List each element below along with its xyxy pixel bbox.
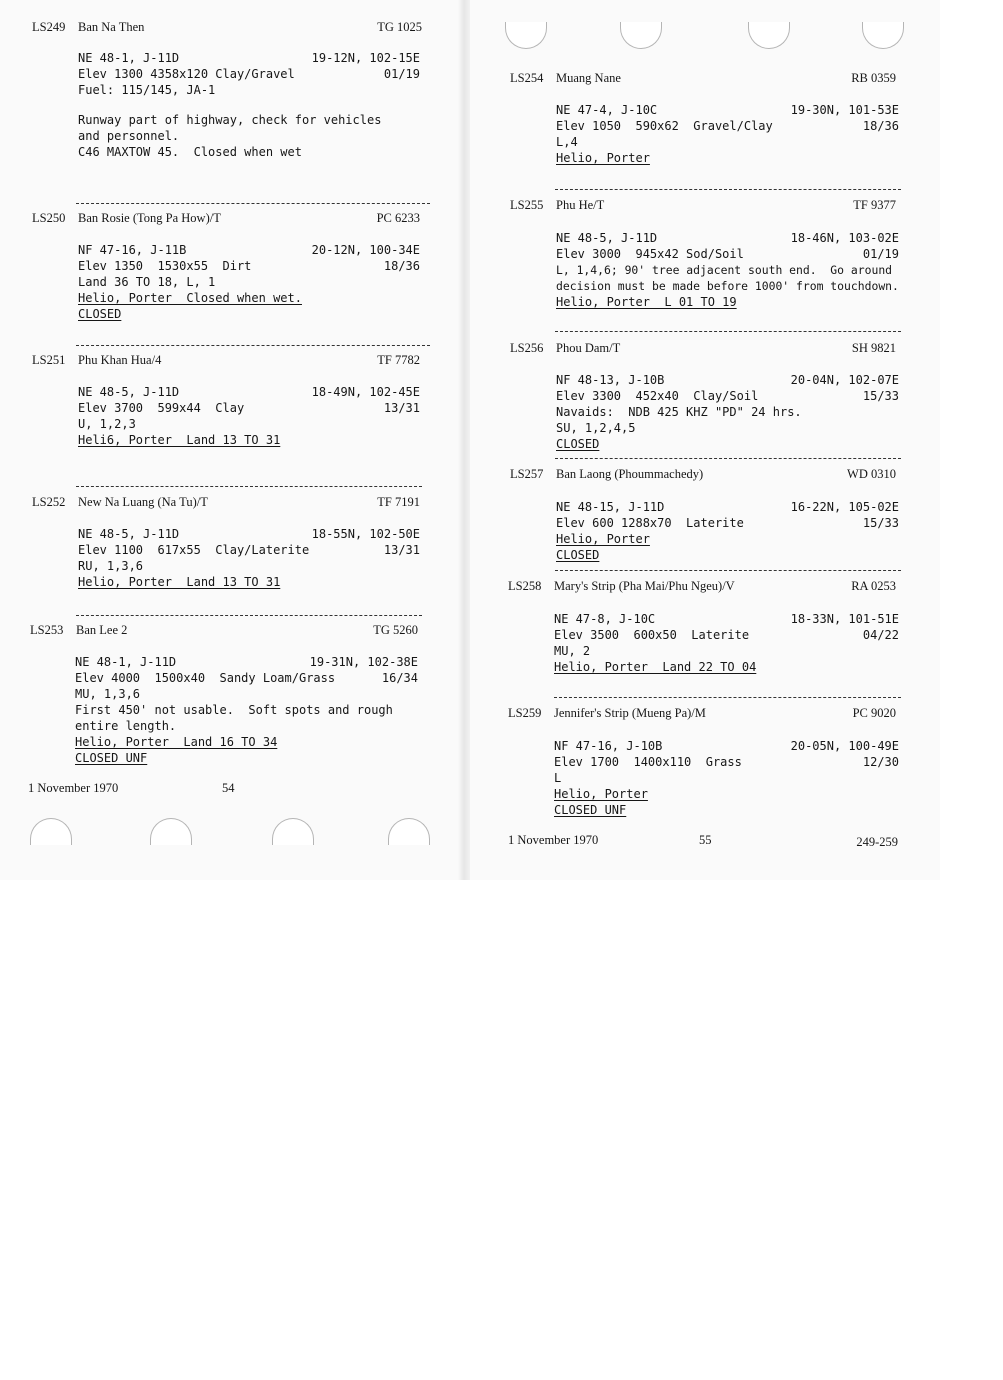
site-name: Muang Nane [556, 71, 621, 85]
site-id: LS249 [32, 20, 66, 34]
entry-header [470, 71, 940, 87]
grid-reference: SH 9821 [851, 341, 896, 355]
entry-header [470, 198, 940, 214]
detail-line: Elev 4000 1500x40 Sandy Loam/Grass [75, 671, 336, 685]
detail-line: Runway part of highway, check for vehicles [78, 113, 382, 127]
detail-line: C46 MAXTOW 45. Closed when wet [78, 145, 302, 159]
coordinates: 18-55N, 102-50E [311, 527, 420, 541]
runway-heading: 04/22 [862, 628, 899, 642]
entry-details [78, 384, 420, 448]
entry-header [470, 706, 940, 722]
separator [76, 203, 430, 204]
detail-line: Elev 3500 600x50 Laterite [554, 628, 750, 642]
coordinates: 18-49N, 102-45E [311, 385, 420, 399]
detail-line: L,4 [556, 135, 578, 149]
aircraft-line: Heli6, Porter Land 13 TO 31 [78, 433, 281, 447]
detail-line: Land 36 TO 18, L, 1 [78, 275, 216, 289]
detail-line: NE 48-5, J-11D [556, 231, 658, 245]
grid-reference: TF 9377 [853, 198, 896, 212]
site-id: LS258 [508, 579, 542, 593]
entry-details [78, 526, 420, 590]
detail-line: Elev 1300 4358x120 Clay/Gravel [78, 67, 295, 81]
runway-heading: 18/36 [383, 259, 420, 273]
grid-reference: TG 1025 [377, 20, 422, 34]
entry-details [556, 102, 899, 166]
detail-line: NE 48-5, J-11D [78, 385, 180, 399]
detail-line: decision must be made before 1000' from touchdown. [556, 279, 899, 293]
status-closed: CLOSED [556, 437, 600, 451]
detail-line: L [554, 771, 562, 785]
site-name: Mary's Strip (Pha Mai/Phu Ngeu)/V [554, 579, 735, 593]
entry-details [556, 499, 899, 563]
coordinates: 20-05N, 100-49E [790, 739, 899, 753]
aircraft-line: Helio, Porter Land 16 TO 34 [75, 735, 278, 749]
entry-header [0, 211, 460, 227]
site-name: Ban Na Then [78, 20, 145, 34]
separator [76, 486, 422, 487]
detail-line: Elev 1700 1400x110 Grass [554, 755, 742, 769]
coordinates: 20-12N, 100-34E [311, 243, 420, 257]
status-closed: CLOSED UNF [554, 803, 627, 817]
entry-header [0, 20, 460, 36]
status-closed: CLOSED [78, 307, 122, 321]
detail-line: Elev 1050 590x62 Gravel/Clay [556, 119, 773, 133]
grid-reference: PC 9020 [852, 706, 896, 720]
left-page [0, 0, 460, 880]
detail-line: NF 48-13, J-10B [556, 373, 665, 387]
detail-line: RU, 1,3,6 [78, 559, 144, 573]
site-id: LS251 [32, 353, 66, 367]
runway-heading: 12/30 [862, 755, 899, 769]
detail-line: NE 48-1, J-11D [75, 655, 177, 669]
right-page [470, 0, 940, 880]
site-id: LS250 [32, 211, 66, 225]
aircraft-line: Helio, Porter Closed when wet. [78, 291, 302, 305]
site-id: LS254 [510, 71, 544, 85]
entry-details [556, 372, 899, 452]
detail-line: L, 1,4,6; 90' tree adjacent south end. Go around [556, 263, 893, 277]
detail-line: Elev 1100 617x55 Clay/Laterite [78, 543, 310, 557]
site-name: Ban Rosie (Tong Pa How)/T [78, 211, 221, 225]
detail-line: NE 48-1, J-11D [78, 51, 180, 65]
detail-line: Elev 3000 945x42 Sod/Soil [556, 247, 744, 261]
aircraft-line: Helio, Porter [556, 151, 650, 165]
detail-line: NE 47-8, J-10C [554, 612, 656, 626]
aircraft-line: Helio, Porter Land 22 TO 04 [554, 660, 757, 674]
detail-line: Elev 3300 452x40 Clay/Soil [556, 389, 759, 403]
detail-line: NE 47-4, J-10C [556, 103, 658, 117]
aircraft-line: Helio, Porter [556, 532, 650, 546]
runway-heading: 01/19 [862, 247, 899, 261]
runway-heading: 15/33 [862, 389, 899, 403]
site-name: Phu He/T [556, 198, 605, 212]
site-id: LS259 [508, 706, 542, 720]
site-id: LS255 [510, 198, 544, 212]
site-name: Phu Khan Hua/4 [78, 353, 162, 367]
coordinates: 16-22N, 105-02E [790, 500, 899, 514]
page-number: 54 [222, 781, 235, 795]
runway-heading: 16/34 [381, 671, 418, 685]
detail-line: U, 1,2,3 [78, 417, 136, 431]
detail-line: entire length. [75, 719, 177, 733]
status-closed: CLOSED UNF [75, 751, 148, 765]
entry-header [470, 467, 940, 483]
coordinates: 19-30N, 101-53E [790, 103, 899, 117]
entry-details [554, 611, 899, 675]
grid-reference: RA 0253 [851, 579, 896, 593]
site-id: LS257 [510, 467, 544, 481]
runway-heading: 18/36 [862, 119, 899, 133]
grid-reference: WD 0310 [847, 467, 896, 481]
entry-details [554, 738, 899, 818]
coordinates: 18-46N, 103-02E [790, 231, 899, 245]
site-id: LS253 [30, 623, 64, 637]
site-name: Phou Dam/T [556, 341, 621, 355]
detail-line: Navaids: NDB 425 KHZ "PD" 24 hrs. [556, 405, 802, 419]
coordinates: 19-12N, 102-15E [311, 51, 420, 65]
detail-line: MU, 1,3,6 [75, 687, 141, 701]
runway-heading: 15/33 [862, 516, 899, 530]
detail-line: Elev 1350 1530x55 Dirt [78, 259, 252, 273]
detail-line: NF 47-16, J-11B [78, 243, 187, 257]
site-name: Ban Lee 2 [76, 623, 128, 637]
entry-details [78, 50, 420, 160]
separator [555, 189, 901, 190]
grid-reference: TF 7782 [377, 353, 420, 367]
runway-heading: 13/31 [383, 543, 420, 557]
separator [554, 697, 901, 698]
entry-details [556, 230, 899, 310]
grid-reference: PC 6233 [376, 211, 420, 225]
entry-header [470, 341, 940, 357]
site-name: Ban Laong (Phoummachedy) [556, 467, 704, 481]
separator [76, 615, 422, 616]
detail-line: MU, 2 [554, 644, 591, 658]
aircraft-line: Helio, Porter [554, 787, 648, 801]
entry-header [470, 579, 940, 595]
detail-line: Elev 3700 599x44 Clay [78, 401, 245, 415]
aircraft-line: Helio, Porter L 01 TO 19 [556, 295, 737, 309]
site-id: LS252 [32, 495, 66, 509]
detail-line: Fuel: 115/145, JA-1 [78, 83, 216, 97]
grid-reference: TG 5260 [373, 623, 418, 637]
entry-details [78, 242, 420, 322]
coordinates: 20-04N, 102-07E [790, 373, 899, 387]
detail-line: and personnel. [78, 129, 180, 143]
site-name: New Na Luang (Na Tu)/T [78, 495, 208, 509]
separator [555, 570, 901, 571]
separator [76, 345, 430, 346]
entry-header [0, 353, 460, 369]
status-closed: CLOSED [556, 548, 600, 562]
grid-reference: TF 7191 [377, 495, 420, 509]
footer-date: 1 November 1970 [508, 833, 599, 847]
site-name: Jennifer's Strip (Mueng Pa)/M [554, 706, 706, 720]
coordinates: 19-31N, 102-38E [309, 655, 418, 669]
entry-details [75, 654, 418, 766]
detail-line: First 450' not usable. Soft spots and rough [75, 703, 393, 717]
entry-range: 249-259 [856, 835, 898, 849]
detail-line: NE 48-5, J-11D [78, 527, 180, 541]
detail-line: NE 48-15, J-11D [556, 500, 665, 514]
entry-header [0, 623, 460, 639]
separator [555, 458, 901, 459]
runway-heading: 01/19 [383, 67, 420, 81]
runway-heading: 13/31 [383, 401, 420, 415]
footer-date: 1 November 1970 [28, 781, 119, 795]
aircraft-line: Helio, Porter Land 13 TO 31 [78, 575, 281, 589]
coordinates: 18-33N, 101-51E [790, 612, 899, 626]
entry-header [0, 495, 460, 511]
grid-reference: RB 0359 [851, 71, 896, 85]
detail-line: SU, 1,2,4,5 [556, 421, 636, 435]
site-id: LS256 [510, 341, 544, 355]
separator [555, 331, 901, 332]
page-number: 55 [699, 833, 712, 847]
detail-line: Elev 600 1288x70 Laterite [556, 516, 744, 530]
detail-line: NF 47-16, J-10B [554, 739, 663, 753]
